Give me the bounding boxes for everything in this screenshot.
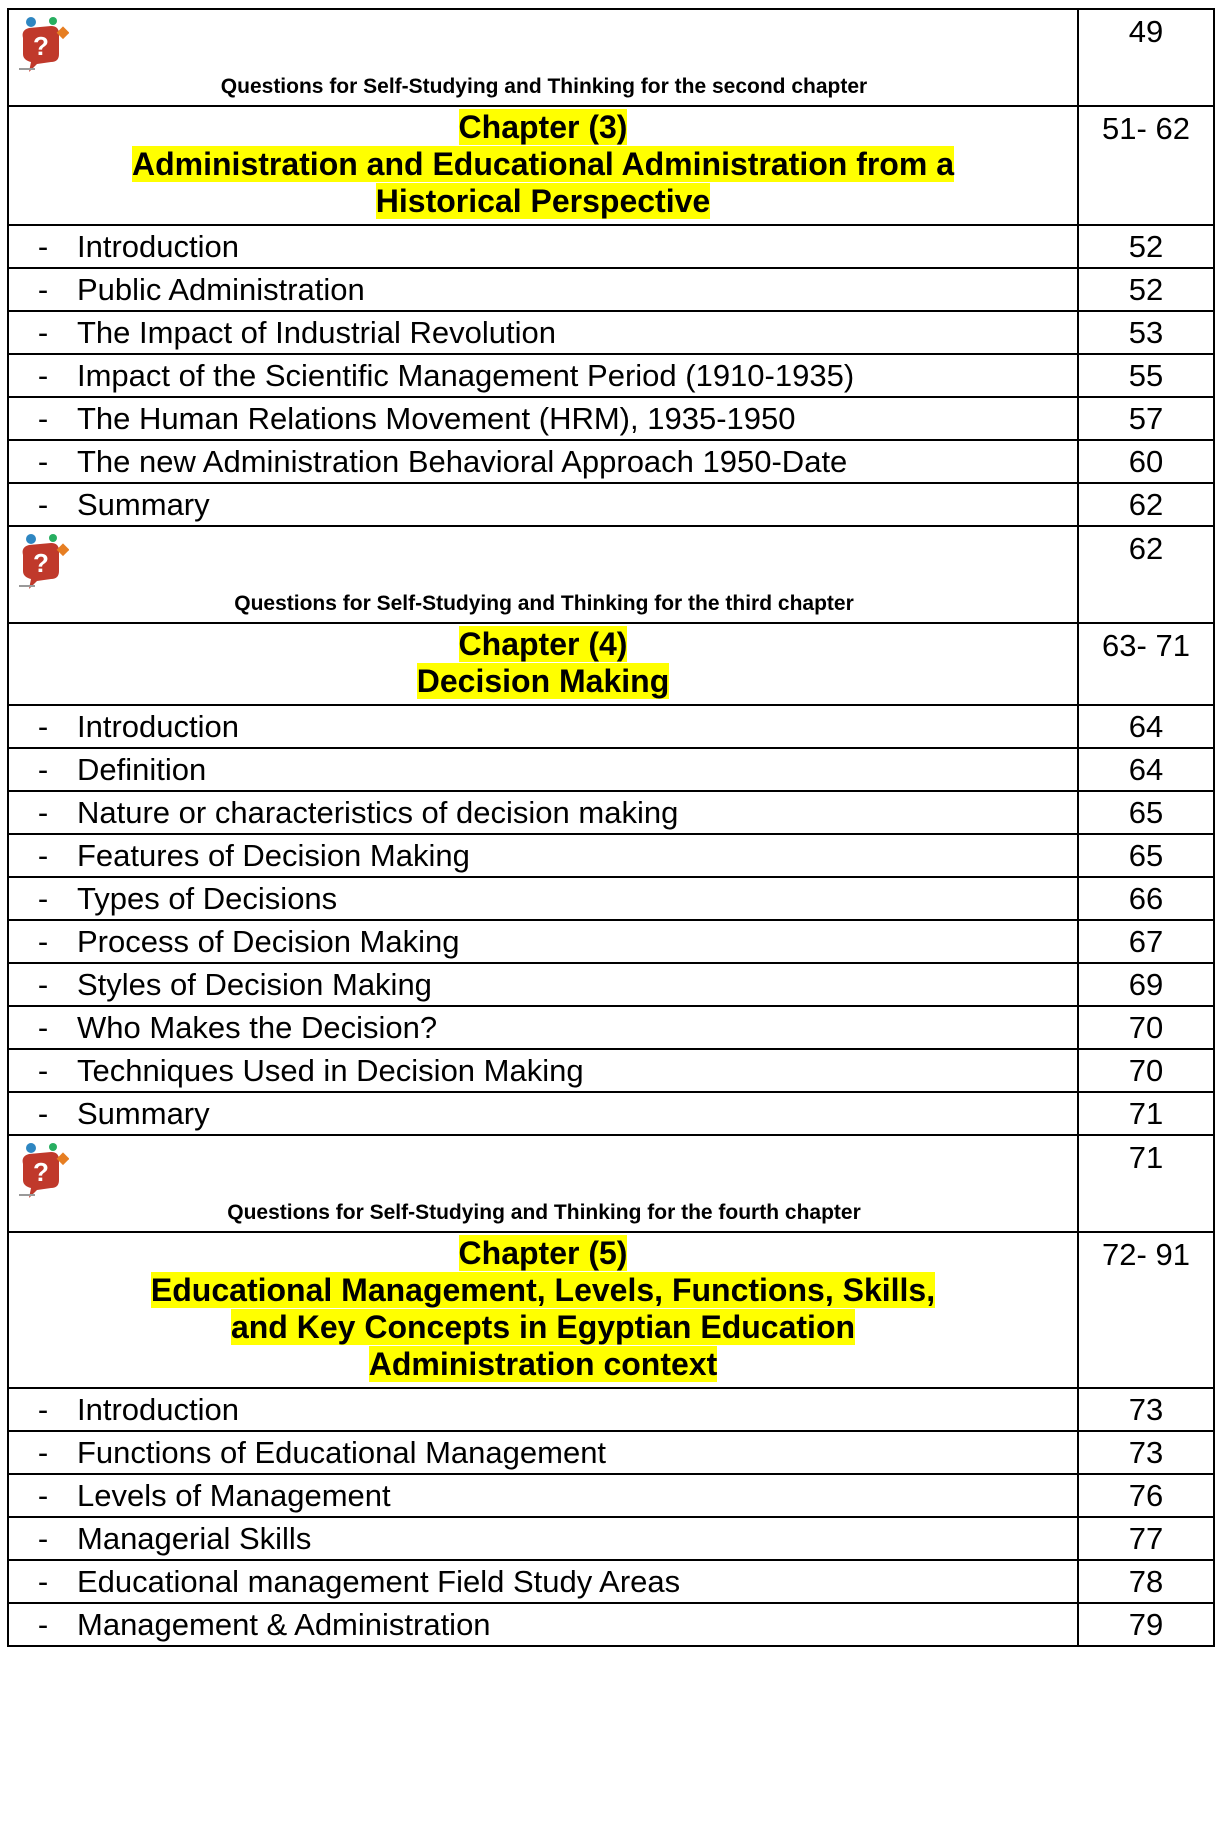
chapter-heading-row: [8, 1232, 1214, 1388]
question-icon: [17, 1142, 69, 1202]
toc-entry: [8, 268, 1214, 311]
chapter-heading-row: [8, 106, 1214, 225]
toc-title-cell: [8, 1474, 1078, 1517]
toc-entry: [8, 963, 1214, 1006]
toc-title-cell: [8, 748, 1078, 791]
page-number: 73: [1078, 1388, 1214, 1431]
svg-text:?: ?: [33, 1157, 49, 1187]
bullet-dash: -: [37, 1607, 49, 1642]
toc-title-cell: [8, 106, 1078, 225]
toc-entry-title: Introduction: [77, 229, 239, 264]
bullet-dash: -: [37, 1096, 49, 1131]
page-number: 77: [1078, 1517, 1214, 1560]
toc-title-cell: [8, 1006, 1078, 1049]
chapter-title-line: Administration and Educational Administration from a: [132, 146, 954, 182]
toc-entry: [8, 834, 1214, 877]
svg-text:?: ?: [33, 548, 49, 578]
toc-title-cell: [8, 1517, 1078, 1560]
toc-entry-title: Impact of the Scientific Management Period (1910-1935): [77, 358, 855, 393]
page-number: 64: [1078, 705, 1214, 748]
question-icon: [17, 533, 69, 593]
page-number: 78: [1078, 1560, 1214, 1603]
toc-title-cell: [8, 526, 1078, 623]
toc-title-cell: [8, 1135, 1078, 1232]
toc-entry: [8, 705, 1214, 748]
toc-title-cell: [8, 791, 1078, 834]
toc-title-cell: [8, 963, 1078, 1006]
chapter-heading-row: [8, 623, 1214, 705]
toc-entry-title: Managerial Skills: [77, 1521, 312, 1556]
toc-title-cell: [8, 920, 1078, 963]
page-number: 70: [1078, 1006, 1214, 1049]
toc-title-cell: [8, 1431, 1078, 1474]
bullet-dash: -: [37, 752, 49, 787]
toc-title-cell: [8, 225, 1078, 268]
chapter-title-line: Decision Making: [416, 663, 670, 699]
toc-entry: [8, 440, 1214, 483]
toc-title-cell: [8, 483, 1078, 526]
toc-entry-title: Summary: [77, 1096, 210, 1131]
bullet-dash: -: [37, 401, 49, 436]
page-number: 65: [1078, 791, 1214, 834]
bullet-dash: -: [37, 1392, 49, 1427]
page-number: 60: [1078, 440, 1214, 483]
bullet-dash: -: [37, 1521, 49, 1556]
toc-entry-title: The Impact of Industrial Revolution: [77, 315, 557, 350]
bullet-dash: -: [37, 1435, 49, 1470]
toc-title-cell: [8, 623, 1078, 705]
chapter-title-line: and Key Concepts in Egyptian Education: [230, 1309, 856, 1345]
toc-entry: [8, 483, 1214, 526]
toc-title-cell: [8, 9, 1078, 106]
toc-entry: [8, 225, 1214, 268]
page-number: 69: [1078, 963, 1214, 1006]
toc-title-cell: [8, 1232, 1078, 1388]
toc-entry-title: Introduction: [77, 709, 239, 744]
toc-entry-title: Process of Decision Making: [77, 924, 460, 959]
toc-title-cell: [8, 354, 1078, 397]
page-number: 66: [1078, 877, 1214, 920]
toc-entry-title: Summary: [77, 487, 210, 522]
questions-row: [8, 1135, 1214, 1232]
bullet-dash: -: [37, 1564, 49, 1599]
toc-entry: [8, 1603, 1214, 1646]
toc-title-cell: [8, 397, 1078, 440]
page-number: 67: [1078, 920, 1214, 963]
bullet-dash: -: [37, 795, 49, 830]
questions-row: [8, 9, 1214, 106]
toc-title-cell: [8, 877, 1078, 920]
toc-title-cell: [8, 268, 1078, 311]
page-number: 64: [1078, 748, 1214, 791]
toc-table: [7, 8, 1215, 1647]
toc-entry-title: Introduction: [77, 1392, 239, 1427]
toc-entry: [8, 1431, 1214, 1474]
toc-title-cell: [8, 834, 1078, 877]
page-number: 53: [1078, 311, 1214, 354]
toc-entry-title: The Human Relations Movement (HRM), 1935-1950: [77, 401, 796, 436]
questions-label: Questions for Self-Studying and Thinking for the fourth chapter: [227, 1201, 861, 1224]
bullet-dash: -: [37, 229, 49, 264]
page-number: 49: [1078, 9, 1214, 106]
bullet-dash: -: [37, 838, 49, 873]
bullet-dash: -: [37, 967, 49, 1002]
toc-body: [8, 9, 1214, 1646]
toc-entry-title: Public Administration: [77, 272, 365, 307]
bullet-dash: -: [37, 272, 49, 307]
toc-title-cell: [8, 440, 1078, 483]
toc-title-cell: [8, 705, 1078, 748]
page-number: 52: [1078, 225, 1214, 268]
toc-entry: [8, 877, 1214, 920]
svg-text:?: ?: [33, 31, 49, 61]
toc-entry-title: Techniques Used in Decision Making: [77, 1053, 584, 1088]
toc-entry: [8, 920, 1214, 963]
page-number: 76: [1078, 1474, 1214, 1517]
bullet-dash: -: [37, 881, 49, 916]
toc-entry: [8, 354, 1214, 397]
questions-label: Questions for Self-Studying and Thinking for the third chapter: [234, 592, 854, 615]
page-number: 70: [1078, 1049, 1214, 1092]
page-number: 79: [1078, 1603, 1214, 1646]
toc-entry: [8, 1006, 1214, 1049]
toc-title-cell: [8, 1603, 1078, 1646]
toc-entry: [8, 1092, 1214, 1135]
toc-entry-title: Types of Decisions: [77, 881, 338, 916]
chapter-title-line: Educational Management, Levels, Functions, Skills,: [150, 1272, 936, 1308]
toc-title-cell: [8, 1049, 1078, 1092]
toc-entry: [8, 1517, 1214, 1560]
bullet-dash: -: [37, 1478, 49, 1513]
questions-row: [8, 526, 1214, 623]
page-number: 71: [1078, 1092, 1214, 1135]
toc-entry: [8, 397, 1214, 440]
chapter-title-line: Administration context: [368, 1346, 718, 1382]
page-number: 65: [1078, 834, 1214, 877]
chapter-number: Chapter (4): [458, 626, 628, 662]
toc-title-cell: [8, 1388, 1078, 1431]
toc-entry: [8, 1388, 1214, 1431]
toc-title-cell: [8, 311, 1078, 354]
toc-entry-title: Levels of Management: [77, 1478, 391, 1513]
page-number: 62: [1078, 526, 1214, 623]
bullet-dash: -: [37, 1053, 49, 1088]
page-number: 71: [1078, 1135, 1214, 1232]
toc-entry-title: Definition: [77, 752, 207, 787]
toc-entry: [8, 1560, 1214, 1603]
bullet-dash: -: [37, 924, 49, 959]
bullet-dash: -: [37, 358, 49, 393]
toc-entry: [8, 311, 1214, 354]
toc-entry-title: Nature or characteristics of decision making: [77, 795, 679, 830]
page-number: 55: [1078, 354, 1214, 397]
toc-entry-title: Who Makes the Decision?: [77, 1010, 438, 1045]
page-number: 73: [1078, 1431, 1214, 1474]
page-number: 52: [1078, 268, 1214, 311]
toc-entry-title: Styles of Decision Making: [77, 967, 432, 1002]
questions-label: Questions for Self-Studying and Thinking for the second chapter: [220, 75, 868, 98]
toc-entry: [8, 1474, 1214, 1517]
chapter-number: Chapter (5): [458, 1235, 628, 1271]
toc-title-cell: [8, 1560, 1078, 1603]
page-number: 51- 62: [1078, 106, 1214, 225]
question-icon: [17, 16, 69, 76]
chapter-number: Chapter (3): [458, 109, 628, 145]
bullet-dash: -: [37, 315, 49, 350]
toc-entry-title: Features of Decision Making: [77, 838, 470, 873]
toc-entry-title: Management & Administration: [77, 1607, 491, 1642]
page-number: 57: [1078, 397, 1214, 440]
bullet-dash: -: [37, 444, 49, 479]
toc-entry-title: The new Administration Behavioral Approach 1950-Date: [77, 444, 848, 479]
bullet-dash: -: [37, 709, 49, 744]
bullet-dash: -: [37, 487, 49, 522]
chapter-title-line: Historical Perspective: [375, 183, 711, 219]
bullet-dash: -: [37, 1010, 49, 1045]
toc-entry-title: Educational management Field Study Areas: [77, 1564, 681, 1599]
toc-entry: [8, 1049, 1214, 1092]
page-number: 62: [1078, 483, 1214, 526]
toc-entry: [8, 791, 1214, 834]
toc-entry-title: Functions of Educational Management: [77, 1435, 607, 1470]
page-number: 72- 91: [1078, 1232, 1214, 1388]
toc-title-cell: [8, 1092, 1078, 1135]
toc-entry: [8, 748, 1214, 791]
page-number: 63- 71: [1078, 623, 1214, 705]
